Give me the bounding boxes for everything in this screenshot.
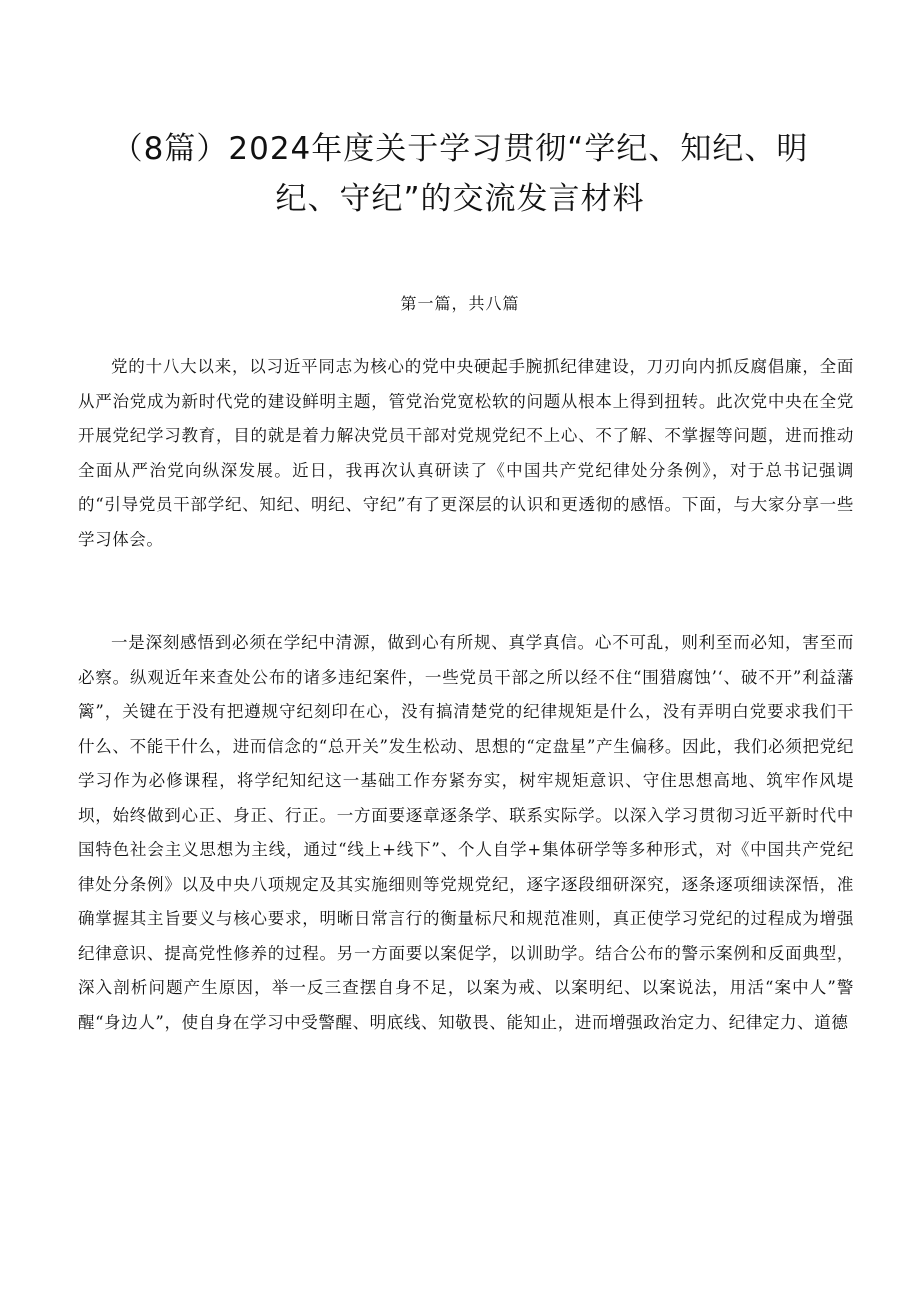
section-label: 第一篇，共八篇 [400, 294, 520, 313]
body-paragraph-2: 一是深刻感悟到必须在学纪中清源，做到心有所规、真学真信。心不可乱，则利至而必知，害至而必察。纵观近年来查处公布的诸多违纪案件，一些党员干部之所以经不住“围猎腐蚀’‘、破不开”利益藩篱”，关键在于没有把遵规守纪刻印在心，没有搞清楚党的纪律规矩是什么，没有弄明白党要求我们干什么、不能干什么，进而信念的“总开关”发生松动、思想的“定盘星”产生偏移。因此，我们必须把党纪学习作为必修课程，将学纪知纪这一基础工作夯紧夯实，树牢规矩意识、守住思想高地、筑牢作风堤坝，始终做到心正、身正、行正。一方面要逐章逐条学、联系实际学。以深入学习贯彻习近平新时代中国特色社会主义思想为主线，通过“线上+线下”、个人自学+集体研学等多种形式，对《中国共产党纪律处分条例》以及中央八项规定及其实施细则等党规党纪，逐字逐段细研深究，逐条逐项细读深悟，准确掌握其主旨要义与核心要求，明晰日常言行的衡量标尺和规范准则，真正使学习党纪的过程成为增强纪律意识、提高党性修养的过程。另一方面要以案促学，以训助学。结合公布的警示案例和反面典型，深入剖析问题产生原因，举一反三查摆自身不足，以案为戒、以案明纪、以案说法，用活“案中人”警醒“身边人”，使自身在学习中受警醒、明底线、知敬畏、能知止，进而增强政治定力、纪律定力、道德 [78, 633, 854, 1032]
body-paragraph-1: 党的十八大以来，以习近平同志为核心的党中央硬起手腕抓纪律建设，刀刃向内抓反腐倡廉，全面从严治党成为新时代党的建设鲜明主题，管党治党宽松软的问题从根本上得到扭转。此次党中央在全党开展党纪学习教育，目的就是着力解决党员干部对党规党纪不上心、不了解、不掌握等问题，进而推动全面从严治党向纵深发展。近日，我再次认真研读了《中国共产党纪律处分条例》，对于总书记强调的“引导党员干部学纪、知纪、明纪、守纪”有了更深层的认识和更透彻的感悟。下面，与大家分享一些学习体会。 [78, 357, 854, 549]
document-title: （8篇）2024年度关于学习贯彻“学纪、知纪、明纪、守纪”的交流发言材料 [111, 131, 809, 217]
